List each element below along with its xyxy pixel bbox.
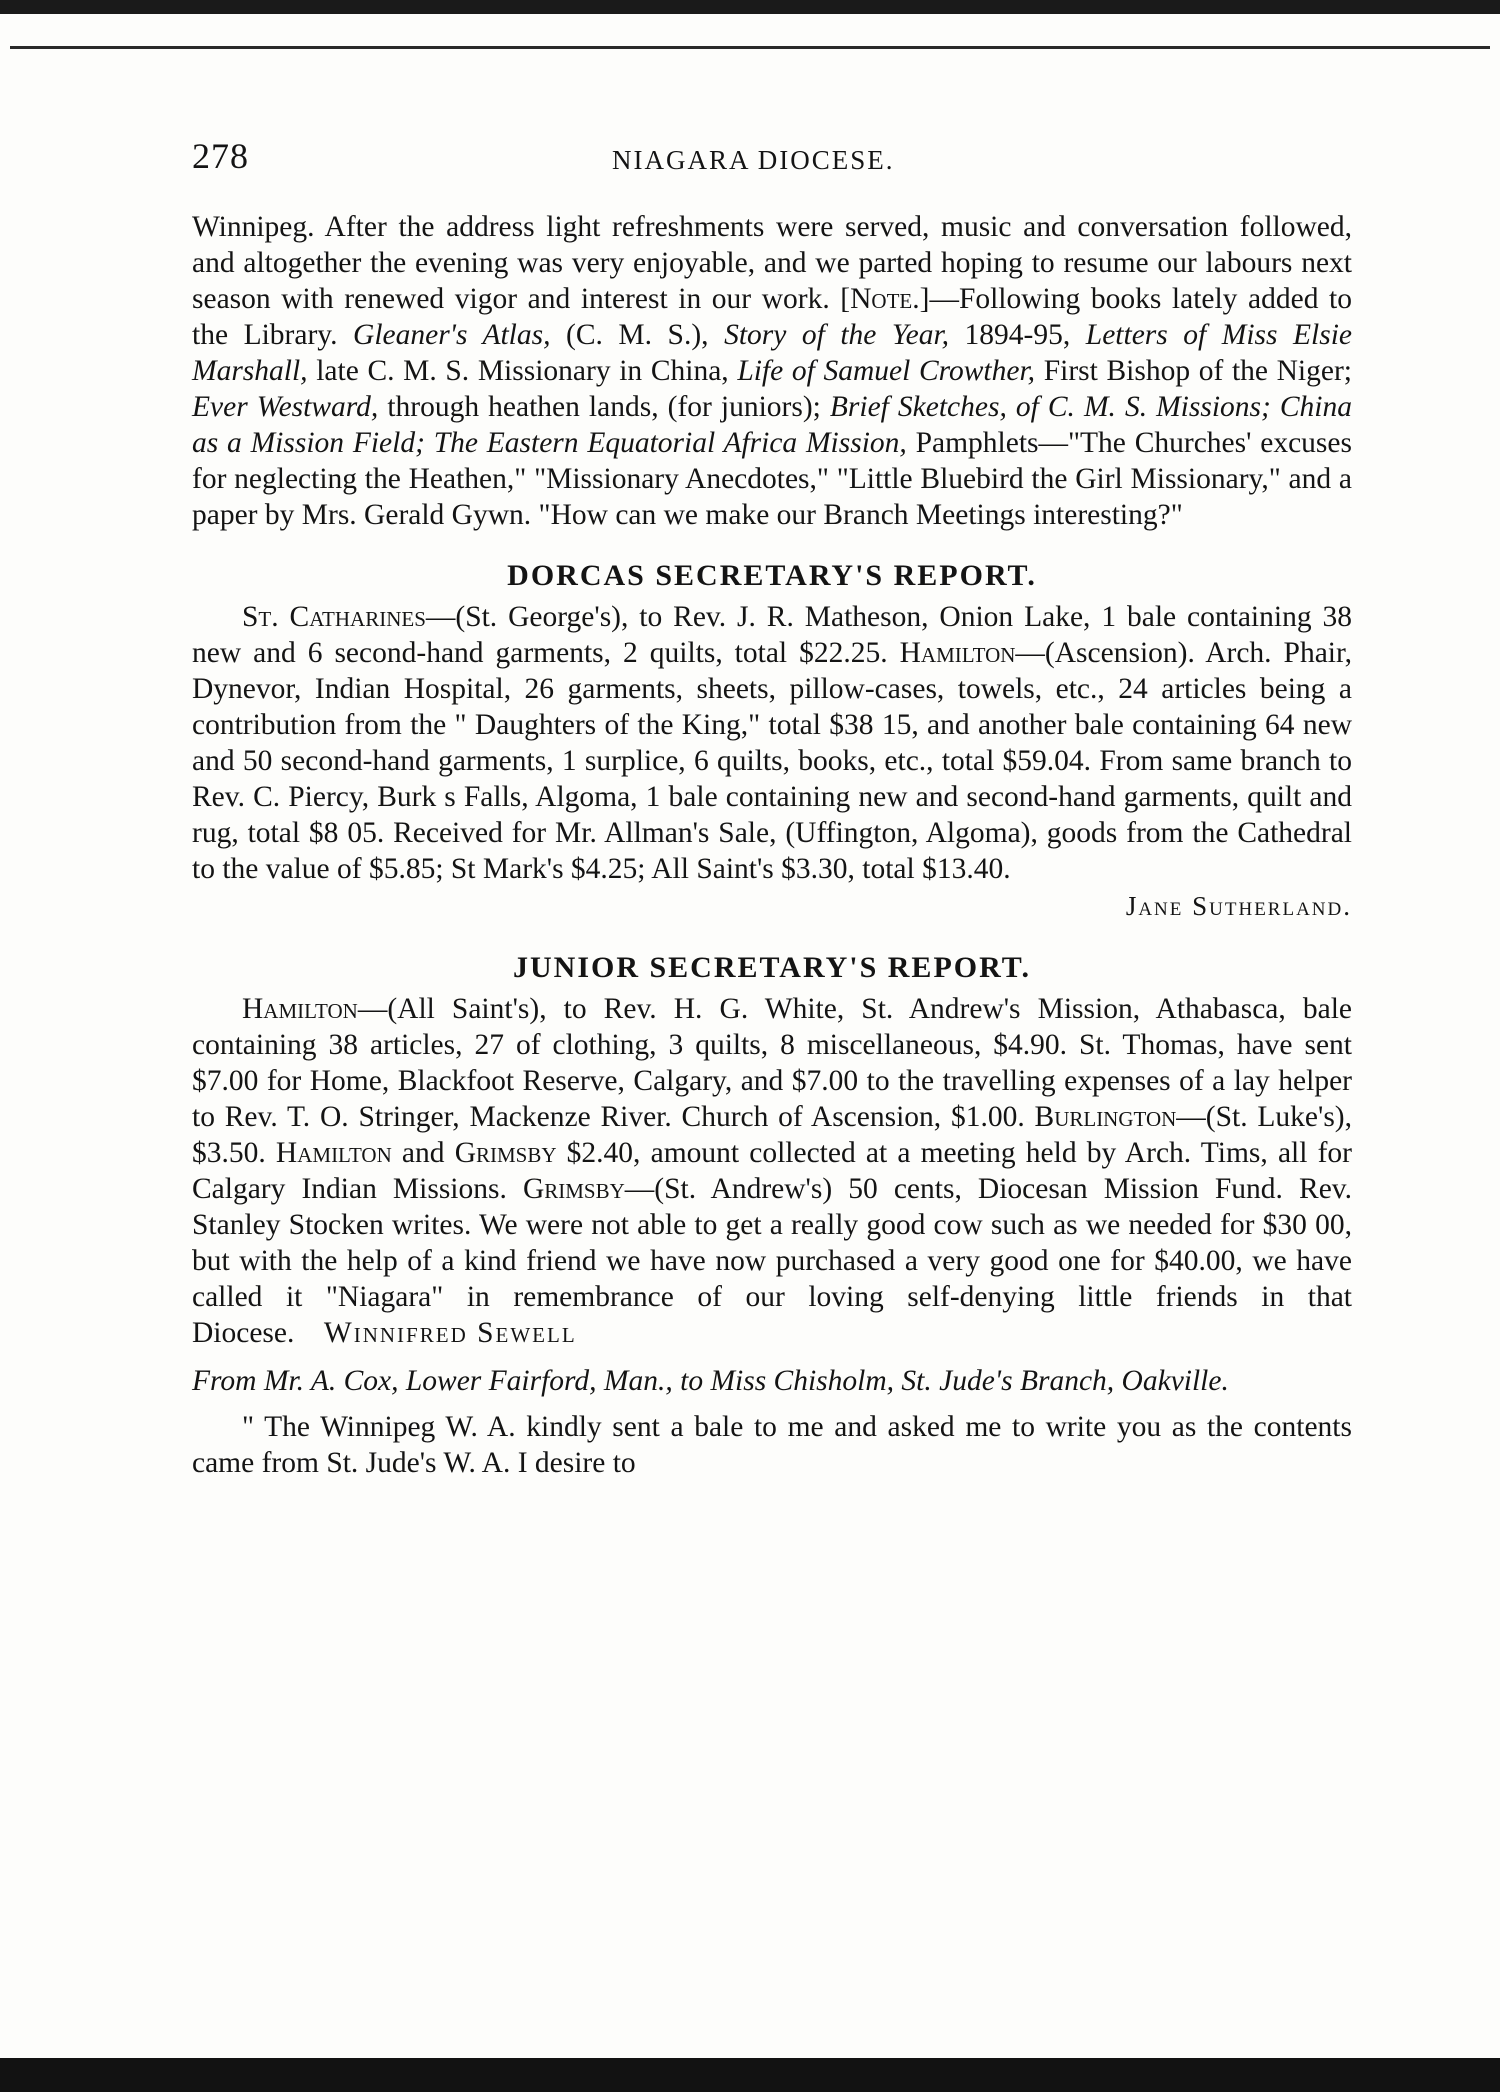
book-title: Brief Sketches, of C. M. S. Missions; China as a Mission Field; The Eastern Equatorial Africa Mission,: [192, 391, 1353, 459]
book-title: Life of Samuel Crowther,: [737, 355, 1036, 387]
place-name: St. Catharines: [242, 601, 426, 633]
junior-text-2: —(St. Luke's), $3.50.: [192, 1101, 1352, 1169]
dorcas-report-heading: DORCAS SECRETARY'S REPORT.: [507, 559, 1037, 592]
place-name: Grimsby: [454, 1137, 557, 1169]
intro-text-8: Pamphlets—"The Churches' excuses for neglecting the Heathen," "Missionary Anecdotes," "Little Bluebird the Girl Missionary," and a paper by Mrs. Gerald Gywn. "How can we make our Branch Meetings interesting?": [192, 427, 1352, 531]
page-body: [192, 135, 1352, 1481]
running-title: NIAGARA DIOCESE.: [612, 145, 895, 175]
junior-report-heading: JUNIOR SECRETARY'S REPORT.: [512, 951, 1031, 984]
dorcas-signature: Jane Sutherland.: [1125, 891, 1352, 921]
dorcas-report-paragraph: [192, 599, 1352, 887]
book-title: Story of the Year,: [724, 319, 950, 351]
book-title: Gleaner's Atlas,: [353, 319, 551, 351]
junior-signature: Winnifred Sewell: [323, 1317, 577, 1349]
intro-text-3: (C. M. S.),: [550, 319, 725, 351]
place-name: Hamilton: [899, 637, 1016, 669]
junior-text-1: —(All Saint's), to Rev. H. G. White, St. Andrew's Mission, Athabasca, bale containing 38 articles, 27 of clothing, 3 quilts, 8 miscellaneous, $4.90. St. Thomas, have sent $7.00 for Home, Blackfoot Reserve, Calgary, and $7.00 to the travelling expenses of a lay helper to Rev. T. O. Stringer, Mackenze River. Church of Ascension, $1.00.: [192, 993, 1352, 1133]
junior-report-paragraph: [192, 991, 1352, 1351]
intro-text-1: Winnipeg. After the address light refreshments were served, music and conversation followed, and altogether the evening was very enjoyable, and we parted hoping to resume our labours next season with renewed vigor and interest in our work. [: [192, 211, 1352, 315]
bottom-border-rule: [0, 2058, 1500, 2092]
book-title: Letters of Miss Elsie Marshall,: [192, 319, 1352, 387]
place-name: Hamilton: [242, 993, 358, 1025]
intro-text-2: ]—Following books lately added to the Library.: [192, 283, 1353, 351]
top-thin-rule: [10, 46, 1490, 49]
junior-text-4: $2.40, amount collected at a meeting held by Arch. Tims, all for Calgary Indian Missions.: [192, 1137, 1352, 1205]
intro-text-7: through heathen lands, (for juniors);: [378, 391, 830, 423]
intro-paragraph: [192, 209, 1352, 533]
dorcas-text-2: —(Ascension). Arch. Phair, Dynevor, Indian Hospital, 26 garments, sheets, pillow-cases, towels, etc., 24 articles being a contribution from the " Daughters of the King," total $38 15, and another bale containing 64 new and 50 second-hand garments, 1 surplice, 6 quilts, books, etc., total $59.04. From same branch to Rev. C. Piercy, Burk s Falls, Algoma, 1 bale containing new and second-hand garments, quilt and rug, total $8 05. Received for Mr. Allman's Sale, (Uffington, Algoma), goods from the Cathedral to the value of $5.85; St Mark's $4.25; All Saint's $3.30, total $13.40.: [192, 637, 1352, 885]
dorcas-text-1: —(St. George's), to Rev. J. R. Matheson, Onion Lake, 1 bale containing 38 new and 6 second-hand garments, 2 quilts, total $22.25.: [192, 601, 1352, 669]
note-label: Note.: [850, 283, 920, 315]
letter-body: " The Winnipeg W. A. kindly sent a bale to me and asked me to write you as the contents came from St. Jude's W. A. I desire to: [192, 1411, 1352, 1479]
junior-text-3: and: [391, 1137, 455, 1169]
top-border-rule: [0, 0, 1500, 14]
page-number: 278: [192, 136, 249, 176]
intro-text-5: late C. M. S. Missionary in China,: [307, 355, 738, 387]
place-name: Grimsby: [522, 1173, 625, 1205]
book-title: Ever Westward,: [192, 391, 379, 423]
letter-heading: From Mr. A. Cox, Lower Fairford, Man., to Miss Chisholm, St. Jude's Branch, Oakville.: [192, 1365, 1229, 1397]
place-name: Burlington: [1034, 1101, 1177, 1133]
junior-text-5: —(St. Andrew's) 50 cents, Diocesan Mission Fund. Rev. Stanley Stocken writes. We were not able to get a really good cow such as we needed for $30 00, but with the help of a kind friend we have now purchased a very good one for $40.00, we have called it "Niagara" in remembrance of our loving self-denying little friends in that Diocese.: [192, 1173, 1352, 1349]
intro-text-6: First Bishop of the Niger;: [1035, 355, 1352, 387]
place-name: Hamilton: [275, 1137, 392, 1169]
running-head: [192, 135, 1352, 189]
intro-text-4: 1894-95,: [949, 319, 1086, 351]
